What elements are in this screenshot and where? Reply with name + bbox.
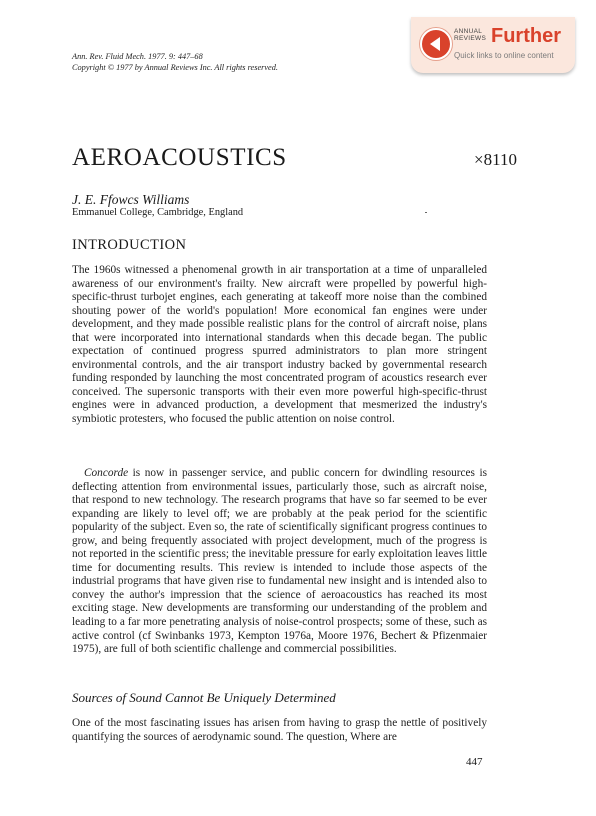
paragraph: One of the most fascinating issues has arisen from having to grasp the nettle of positively quantifying the sources of aerodynamic sound. The question, Where are xyxy=(72,717,487,743)
further-banner[interactable] xyxy=(411,17,575,73)
copyright-notice: Copyright © 1977 by Annual Reviews Inc. All rights reserved. xyxy=(72,63,278,72)
page-number: 447 xyxy=(466,756,483,768)
section-heading-introduction: INTRODUCTION xyxy=(72,237,187,253)
author-affiliation: Emmanuel College, Cambridge, England xyxy=(72,207,244,218)
article-code: ×8110 xyxy=(474,150,517,169)
further-word: Further xyxy=(491,25,561,47)
article-title: AEROACOUSTICS xyxy=(72,144,287,171)
author-name: J. E. Ffowcs Williams xyxy=(72,192,190,207)
emphasis-concorde: Concorde xyxy=(84,467,129,479)
publisher-logo: ANNUAL REVIEWS xyxy=(454,28,487,42)
play-arrow-icon[interactable] xyxy=(420,28,452,60)
paragraph xyxy=(72,467,487,657)
banner-tagline: Quick links to online content xyxy=(454,51,554,60)
journal-citation: Ann. Rev. Fluid Mech. 1977. 9: 447–68 xyxy=(72,52,203,61)
section-heading-sources: Sources of Sound Cannot Be Uniquely Determined xyxy=(72,690,336,705)
paragraph: The 1960s witnessed a phenomenal growth in air transportation at a time of unparalleled awareness of our environment's frailty. New aircraft were propelled by powerful high-specific-thrust turbojet engines, each generating at takeoff more noise than the combined shouting power of the world's population! More economical fan engines were under development, and they made possible realistic plans for the control of aircraft noise, plans that were incorporated into international standards when this decade began. The public expectation of continued progress spurred administrators to plan more stringent environmental controls, and the air transport industry backed by governmental research funding responded by launching the most concentrated program of acoustics research ever conceived. The supersonic transports with their even more powerful high-specific-thrust engines were in advanced production, a development that mesmerized the industry's symbiotic protesters, who focused the public attention on noise control. xyxy=(72,264,487,426)
print-speck xyxy=(425,212,427,213)
paragraph-text: is now in passenger service, and public concern for dwindling resources is deflecting attention from environmental issues, particularly those, such as aircraft noise, that respond to new technology. The research programs that have so far seemed to be ever expanding are likely to level off; we are probably at the peak period for the scientific popularity of the subject. Even so, the rate of scientifically significant progress continues to grow, and being frequently associated with project development, much of the progress is not reported in the scientific press; the inevitable pressure for early exploitation leaves little time for documenting results. This review is intended to include those aspects of the industrial programs that have given rise to fundamental new insight and is intended also to convey the author's impression that the science of aeroacoustics has reached its most exciting stage. New developments are transforming our understanding of the problem and leading to a far more penetrating analysis of noise-control prospects; some of these, such as active control (cf Swinbanks 1973, Kempton 1976a, Moore 1976, Bechert & Pfizenmaier 1975), are full of both scientific challenge and commercial possibilities. xyxy=(72,467,487,656)
